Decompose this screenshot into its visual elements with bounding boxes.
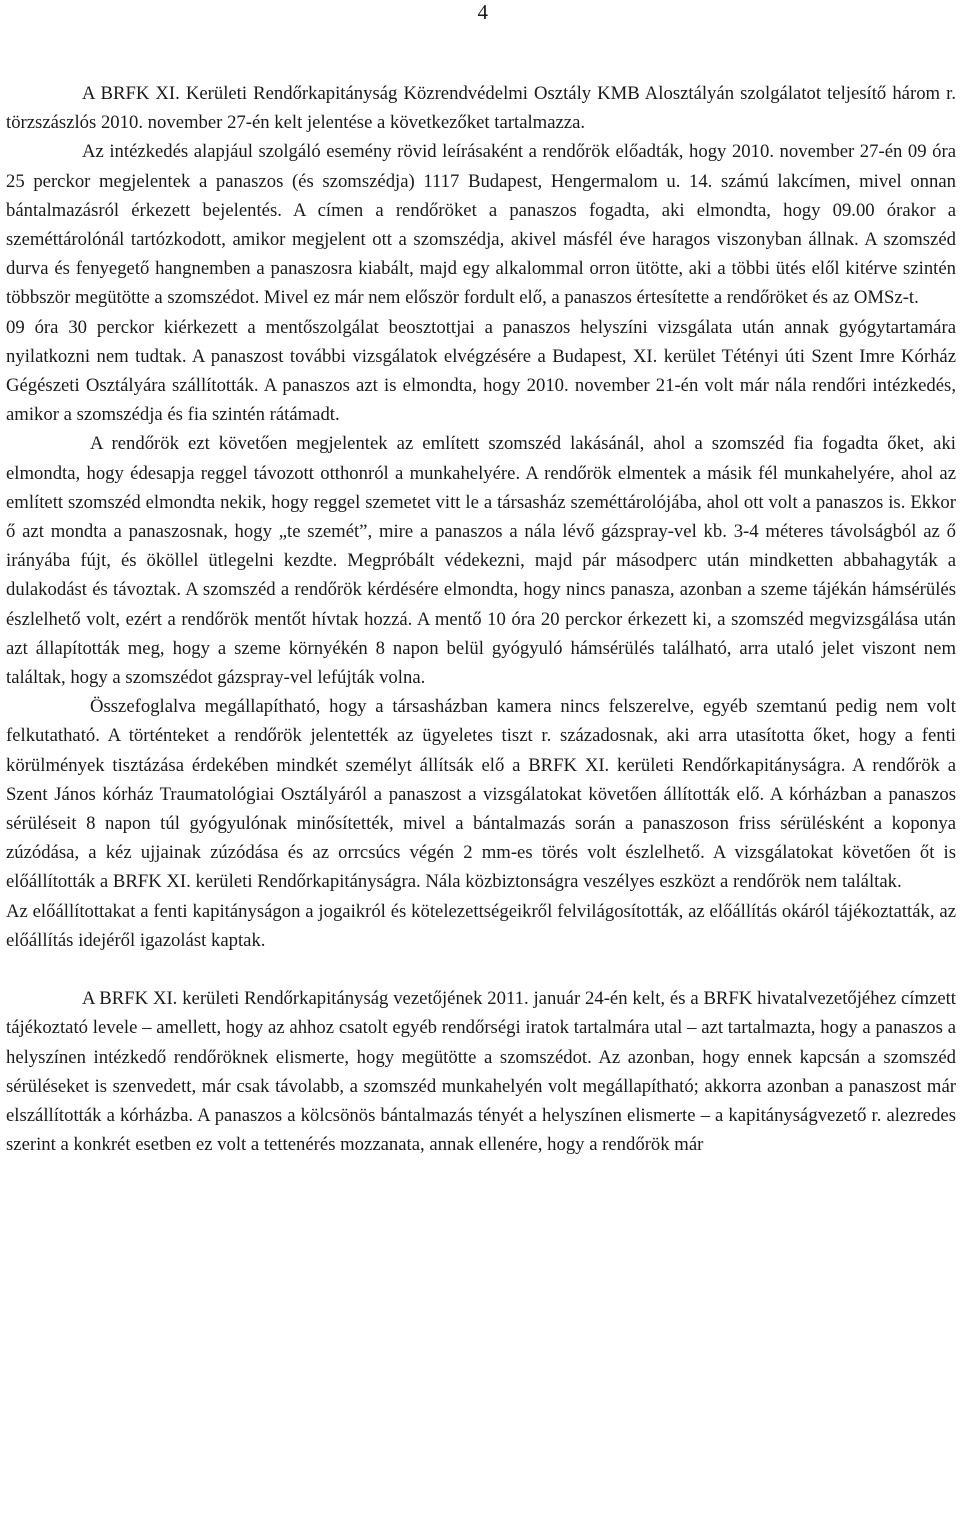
paragraph-summary: Összefoglalva megállapítható, hogy a társasházban kamera nincs felszerelve, egyéb szemtanú pedig nem volt felkutatható. A történteket a rendőrök jelentették az ügyeletes tiszt r. századosnak, aki arra utasította őket, hogy a fenti körülmények tisztázása érdekében mindkét személyt állítsák elő a BRFK XI. kerületi Rendőrkapitányságra. A rendőrök a Szent János kórház Traumatológiai Osztályáról a panaszost a vizsgálatokat követően állították elő. A kórházban a panaszos sérüléseit 8 napon túl gyógyulónak minősítették, mivel a bántalmazás során a panaszoson friss sérülésként a koponya zúzódása, a kéz ujjainak zúzódása és az orrcsúcs végén 2 mm-es törés volt észlelhető. A vizsgálatokat követően őt is előállították a BRFK XI. kerületi Rendőrkapitányságra. Nála közbiztonságra veszélyes eszközt a rendőrök nem találtak. [6,696,956,893]
paragraph-detainees-informed: Az előállítottakat a fenti kapitányságon a jogaikról és kötelezettségeikről felvilágosították, az előállítás okáról tájékoztatták, az előállítás idejéről igazolást kaptak. [6,900,956,951]
paragraph-spacer [6,955,956,984]
document-body [6,79,956,1159]
paragraph-report-intro: A BRFK XI. Kerületi Rendőrkapitányság Közrendvédelmi Osztály KMB Alosztályán szolgálatot teljesítő három r. törzszászlós 2010. november 27-én kelt jelentése a következőket tartalmazza. [6,83,956,134]
page-number: 4 [477,0,488,24]
paragraph-incident-description: Az intézkedés alapjául szolgáló esemény rövid leírásaként a rendőrök előadták, hogy 2010. november 27-én 09 óra 25 perckor megjelentek a panaszos (és szomszédja) 1117 Budapest, Hengermalom u. 14. számú lakcímen, mivel onnan bántalmazásról érkezett bejelentés. A címen a rendőröket a panaszos fogadta, aki elmondta, hogy 09.00 órakor a szeméttárolónál tartózkodott, amikor megjelent ott a szomszédja, akivel másfél éve haragos viszonyban állnak. A szomszéd durva és fenyegető hangnemben a panaszosra kiabált, majd egy alkalommal orron ütötte, aki a többi ütés elől kitérve szintén többször megütötte a szomszédot. Mivel ez már nem először fordult elő, a panaszos értesítette a rendőröket és az OMSz-t. [6,141,956,309]
paragraph-captain-letter: A BRFK XI. kerületi Rendőrkapitányság vezetőjének 2011. január 24-én kelt, és a BRFK hivatalvezetőjéhez címzett tájékoztató levele – amellett, hogy az ahhoz csatolt egyéb rendőrségi iratok tartalmára utal – azt tartalmazta, hogy a panaszos a helyszínen intézkedő rendőröknek elismerte, hogy megütötte a szomszédot. Az azonban, hogy ennek kapcsán a szomszéd sérüléseket is szenvedett, már csak távolabb, a szomszéd munkahelyén volt megállapítható; akkorra azonban a panaszost már elszállították a kórházba. A panaszos a kölcsönös bántalmazás tényét a helyszínen elismerte – a kapitányságvezető r. alezredes szerint a konkrét esetben ez volt a tettenérés mozzanata, annak ellenére, hogy a rendőrök már [6,988,956,1156]
paragraph-neighbor-account: A rendőrök ezt követően megjelentek az említett szomszéd lakásánál, ahol a szomszéd fia fogadta őket, aki elmondta, hogy édesapja reggel távozott otthonról a munkahelyére. A rendőrök elmentek a másik fél munkahelyére, ahol az említett szomszéd elmondta nekik, hogy reggel szemetet vitt le a társasház szeméttárolójába, ahol ott volt a panaszos is. Ekkor ő azt mondta a panaszosnak, hogy „te szemét”, mire a panaszos a nála lévő gázspray-vel kb. 3-4 méteres távolságból az ő irányába fújt, és ököllel ütlegelni kezdte. Megpróbált védekezni, majd pár másodperc után mindketten abbahagyták a dulakodást és távoztak. A szomszéd a rendőrök kérdésére elmondta, hogy nincs panasza, azonban a szeme tájékán hámsérülés észlelhető volt, ezért a rendőrök mentőt hívtak hozzá. A mentő 10 óra 20 perckor érkezett ki, a szomszéd megvizsgálása után azt állapították meg, hogy a szeme környékén 8 napon belül gyógyuló hámsérülés található, arra utaló jelet viszont nem találtak, hogy a szomszédot gázspray-vel lefújták volna. [6,433,956,689]
paragraph-ambulance: 09 óra 30 perckor kiérkezett a mentőszolgálat beosztottjai a panaszos helyszíni vizsgálata után annak gyógytartamára nyilatkozni nem tudtak. A panaszost további vizsgálatok elvégzésére a Budapest, XI. kerület Tétényi úti Szent Imre Kórház Gégészeti Osztályára szállították. A panaszos azt is elmondta, hogy 2010. november 21-én volt már nála rendőri intézkedés, amikor a szomszédja és fia szintén rátámadt. [6,316,956,426]
